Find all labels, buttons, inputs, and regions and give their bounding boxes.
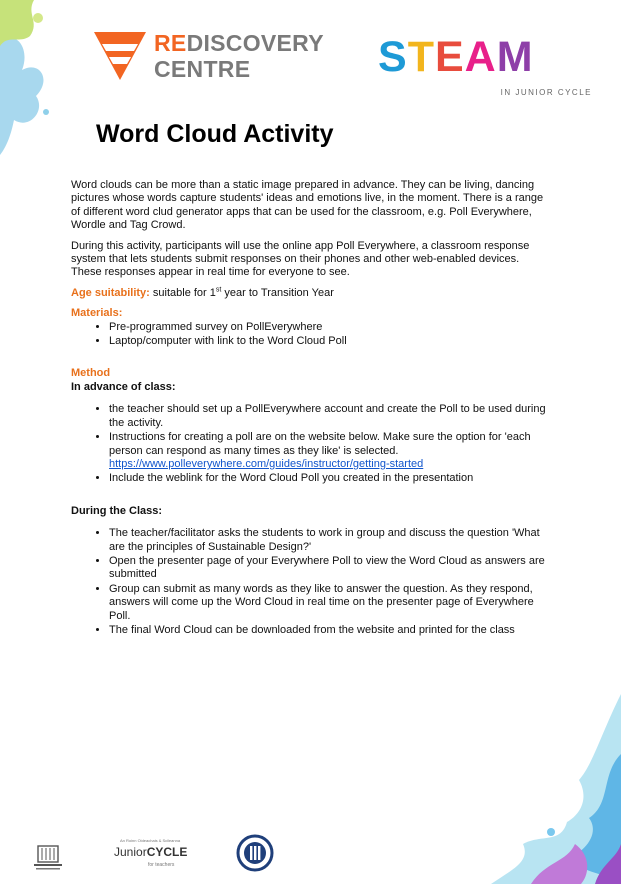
- poll-everywhere-link[interactable]: https://www.polleverywhere.com/guides/instructor/getting-started: [109, 457, 424, 470]
- materials-item: • Laptop/computer with link to the Word Cloud Poll: [109, 335, 551, 348]
- materials-list: [71, 321, 551, 349]
- rediscovery-centre-logo: [94, 30, 324, 84]
- advance-item-2-text: Instructions for creating a poll are on the website below. Make sure the option for 'each person can respond as many times as they like' is selected.: [109, 431, 531, 457]
- age-sup: st: [215, 286, 222, 294]
- intro-paragraph-1: Word clouds can be more than a static image prepared in advance. They can be living, dancing pictures whose words capture students' ideas and emotions live, in the moment. There is a range of different word clud generator apps that can be used for the classroom, e.g. Poll Everywhere, Wordle and Tag Crowd.: [71, 179, 544, 232]
- steam-letter-e: E: [434, 33, 465, 81]
- method-heading: Method: [71, 367, 111, 380]
- advance-item-3: • Include the weblink for the Word Cloud Poll you created in the presentation: [109, 472, 551, 485]
- junior-cycle-name-a: Junior: [114, 845, 147, 859]
- during-item: • The final Word Cloud can be downloaded from the website and printed for the class: [109, 624, 551, 637]
- during-list: [71, 527, 551, 637]
- age-suitability: [71, 287, 551, 300]
- during-item: • Group can submit as many words as they like to answer the question. As they respond, answers will come up the Word Cloud in real time on the presenter page of Everywhere Poll.: [109, 583, 551, 623]
- age-text-b: year to Transition Year: [221, 286, 334, 299]
- rediscovery-triangle-icon: [94, 30, 146, 82]
- logo-text-discovery: DISCOVERY: [186, 30, 324, 56]
- junior-cycle-tagline: An Roinn Oideachais & Scileanna: [120, 838, 181, 843]
- logo-text-centre: CENTRE: [154, 56, 251, 82]
- government-crest-icon: [32, 842, 64, 872]
- steam-letters: [378, 32, 534, 82]
- intro-paragraph-2: During this activity, participants will use the online app Poll Everywhere, a classroom response system that lets students submit responses on their phones and other web-enabled devices. These responses appear in real time for everyone to see.: [71, 239, 530, 279]
- advance-heading: In advance of class:: [71, 380, 176, 393]
- steam-logo: [378, 32, 600, 102]
- document-body: [71, 179, 551, 638]
- materials-item: • Pre-programmed survey on PollEverywhere: [109, 321, 551, 334]
- during-heading: During the Class:: [71, 504, 163, 517]
- circular-crest-icon: [236, 834, 274, 872]
- materials-heading: Materials:: [71, 307, 123, 320]
- steam-letter-t: T: [407, 33, 435, 81]
- steam-subtitle: IN JUNIOR CYCLE: [500, 88, 592, 97]
- steam-letter-s: S: [378, 33, 408, 81]
- junior-cycle-logo: [110, 838, 190, 872]
- steam-letter-m: M: [496, 33, 534, 81]
- age-text-a: suitable for 1: [149, 286, 216, 299]
- paint-splash-top-left: [0, 0, 60, 170]
- advance-item-1: • the teacher should set up a PollEverywhere account and create the Poll to be used during the activity.: [109, 403, 551, 430]
- page-title: Word Cloud Activity: [96, 120, 334, 148]
- steam-letter-a: A: [464, 33, 497, 81]
- advance-list: [71, 403, 551, 485]
- during-item: • The teacher/facilitator asks the students to work in group and discuss the question 'What are the principles of Sustainable Design?': [109, 527, 551, 554]
- during-item: • Open the presenter page of your Everywhere Poll to view the Word Cloud as answers are submitted: [109, 555, 551, 582]
- advance-item-2: [109, 431, 551, 471]
- logo-text-re: RE: [154, 30, 187, 56]
- junior-cycle-name-b: CYCLE: [146, 845, 188, 859]
- paint-splash-bottom-right: [471, 694, 621, 884]
- age-suitability-label: Age suitability:: [71, 286, 150, 299]
- junior-cycle-sub: for teachers: [148, 862, 175, 868]
